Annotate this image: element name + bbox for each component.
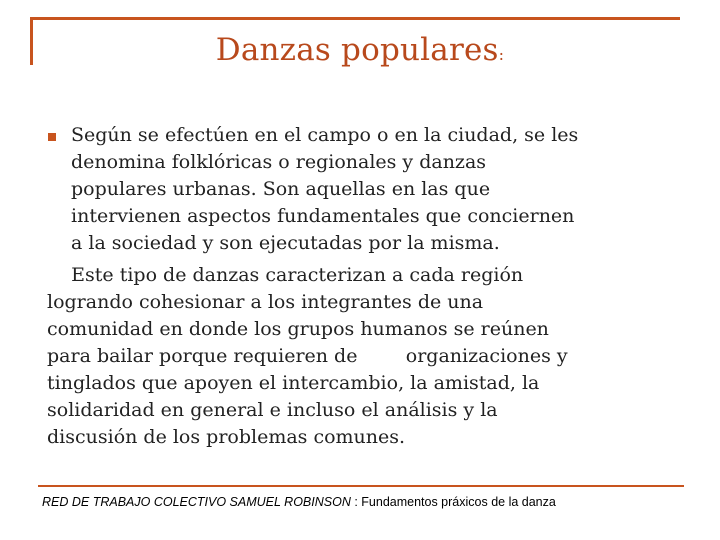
frame-top-border <box>30 17 680 20</box>
slide-title <box>0 32 720 68</box>
slide-title-colon: : <box>498 45 505 64</box>
body-line: para bailar porque requieren de organizaciones y <box>47 345 568 367</box>
bullet-line: a la sociedad y son ejecutadas por la misma. <box>71 232 500 254</box>
slide-title-text: Danzas populares <box>215 32 499 68</box>
bullet-square-icon <box>48 133 56 141</box>
body-line: tinglados que apoyen el intercambio, la amistad, la <box>47 372 540 394</box>
footer-citation <box>42 495 712 509</box>
body-line: comunidad en donde los grupos humanos se reúnen <box>47 318 549 340</box>
footer-title: : Fundamentos práxicos de la danza <box>350 495 556 509</box>
bullet-line: intervienen aspectos fundamentales que conciernen <box>71 205 575 227</box>
body-line: Este tipo de danzas caracterizan a cada región <box>47 264 524 286</box>
footer-source: RED DE TRABAJO COLECTIVO SAMUEL ROBINSON <box>42 495 351 509</box>
body-line: discusión de los problemas comunes. <box>47 426 406 448</box>
body-line: solidaridad en general e incluso el análisis y la <box>47 399 498 421</box>
bullet-line: populares urbanas. Son aquellas en las que <box>71 178 491 200</box>
bullet-paragraph <box>71 122 671 257</box>
footer-divider <box>38 485 684 487</box>
body-paragraph <box>47 262 687 451</box>
body-line: logrando cohesionar a los integrantes de una <box>47 291 484 313</box>
bullet-line: denomina folklóricas o regionales y danzas <box>71 151 487 173</box>
bullet-line: Según se efectúen en el campo o en la ciudad, se les <box>71 124 579 146</box>
